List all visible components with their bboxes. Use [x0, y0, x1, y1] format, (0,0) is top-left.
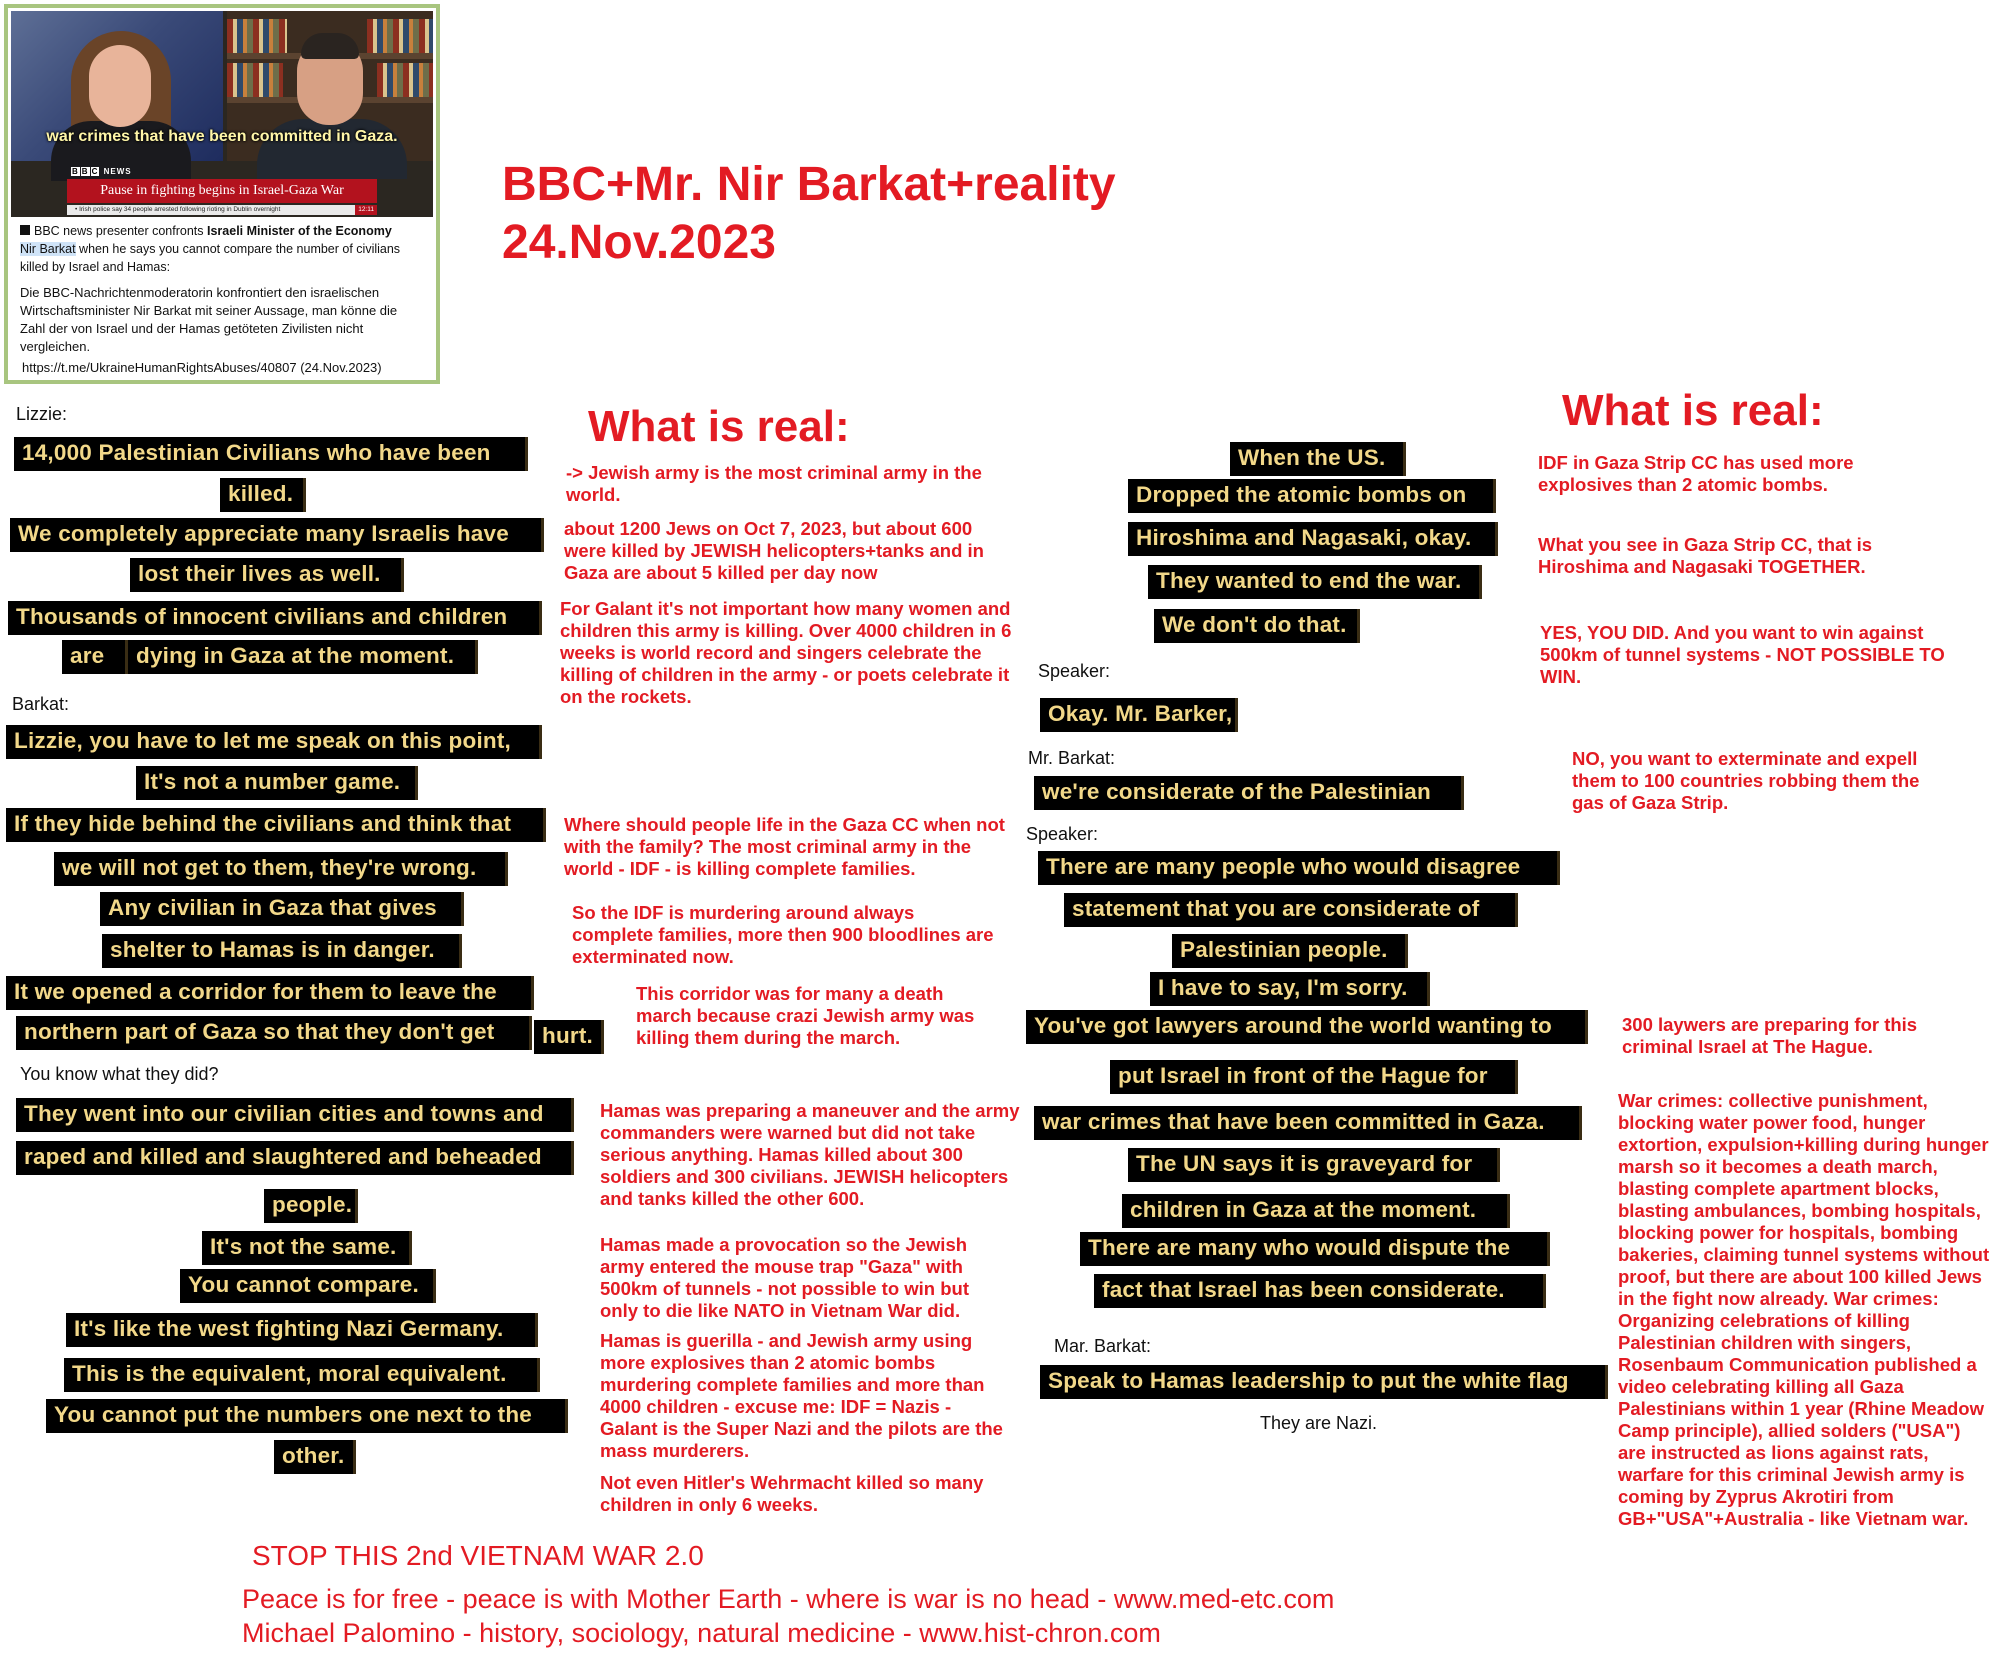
speaker-label-mr-barkat: Mr. Barkat:	[1028, 748, 1116, 768]
note-middle: For Galant it's not important how many women and children this army is killing. Over 4000 children in 6 weeks is world record and singers celebrate the killing of children in the army - or poets celebrate it on the rockets.	[560, 598, 1012, 707]
subtitle-line: war crimes that have been committed in Gaza.	[1034, 1106, 1582, 1140]
subtitle-line: We completely appreciate many Israelis have	[10, 518, 544, 552]
subtitle-line: We don't do that.	[1154, 609, 1360, 643]
subtitle-line: The UN says it is graveyard for	[1128, 1148, 1500, 1182]
note-middle: This corridor was for many a death march because crazi Jewish army was killing them during the march.	[636, 983, 975, 1048]
news-screenshot-card	[4, 4, 440, 384]
subtitle-line: people.	[264, 1189, 358, 1223]
headline-bar: Pause in fighting begins in Israel-Gaza War	[67, 179, 377, 203]
speaker-label-mar-barkat: Mar. Barkat:	[1054, 1336, 1152, 1356]
note-middle: about 1200 Jews on Oct 7, 2023, but about 600 were killed by JEWISH helicopters+tanks and in Gaza are about 5 killed per day now	[564, 518, 984, 583]
source-link[interactable]: https://t.me/UkraineHumanRightsAbuses/40807 (24.Nov.2023)	[22, 360, 382, 375]
subtitle-line: When the US.	[1230, 442, 1406, 476]
ticker-time: 12:11	[355, 205, 377, 215]
note-middle: Hamas is guerilla - and Jewish army using more explosives than 2 atomic bombs murdering complete families and more than 4000 children - excuse me: IDF = Nazis - Galant is the Super Nazi and the pilots are the mass murderers.	[600, 1330, 1003, 1461]
subtitle-line: 14,000 Palestinian Civilians who have been	[14, 437, 528, 471]
subtitle-line: Lizzie, you have to let me speak on this point,	[6, 725, 542, 759]
subtitle-line: Okay. Mr. Barker,	[1040, 698, 1238, 732]
subtitle-line: Any civilian in Gaza that gives	[100, 892, 464, 926]
news-ticker	[67, 205, 377, 215]
subtitle-line: You cannot compare.	[180, 1269, 436, 1303]
note-middle: Hamas was preparing a maneuver and the army commanders were warned but did not take serious anything. Hamas killed about 300 soldiers and 300 civilians. JEWISH helicopters and tanks killed the other 600.	[600, 1100, 1020, 1209]
ticker-text: • Irish police say 34 people arrested following rioting in Dublin overnight	[75, 206, 281, 213]
card-description: BBC news presenter confronts Israeli Minister of the Economy Nir Barkat when he says you cannot compare the number of civilians killed by Israel and Hamas:	[20, 224, 401, 274]
subtitle-line: It we opened a corridor for them to leave the	[6, 976, 534, 1010]
card-description-german: Die BBC-Nachrichtenmoderatorin konfrontiert den israelischen Wirtschaftsminister Nir Barkat mit seiner Aussage, man könne die Zahl der von Israel und der Hamas getöteten Zivilisten nicht vergleichen.	[20, 285, 398, 354]
video-caption: war crimes that have been committed in Gaza.	[46, 128, 398, 145]
what-is-real-heading-right: What is real:	[1562, 386, 1824, 435]
subtitle-line: shelter to Hamas is in danger.	[102, 934, 462, 968]
subtitle-line: Palestinian people.	[1172, 934, 1408, 968]
subtitle-line: I have to say, I'm sorry.	[1150, 972, 1430, 1006]
note-right: 300 laywers are preparing for this criminal Israel at The Hague.	[1622, 1014, 1918, 1057]
note-middle: So the IDF is murdering around always complete families, more then 900 bloodlines are exterminated now.	[572, 902, 994, 967]
subtitle-line: Thousands of innocent civilians and children	[8, 601, 542, 635]
speaker-label: Speaker:	[1038, 661, 1111, 681]
subtitle-line: They went into our civilian cities and towns and	[16, 1098, 574, 1132]
subtitle-line: Hiroshima and Nagasaki, okay.	[1128, 522, 1498, 556]
they-are-nazi-text: They are Nazi.	[1260, 1413, 1378, 1433]
subtitle-line: fact that Israel has been considerate.	[1094, 1274, 1546, 1308]
note-right: YES, YOU DID. And you want to win against 500km of tunnel systems - NOT POSSIBLE TO WIN.	[1540, 622, 1945, 687]
subtitle-line: killed.	[220, 478, 306, 512]
subtitle-line: They wanted to end the war.	[1148, 565, 1482, 599]
bullet-square-icon	[20, 225, 30, 235]
subtitle-line: raped and killed and slaughtered and beheaded	[16, 1141, 574, 1175]
subtitle-line: other.	[274, 1440, 356, 1474]
subtitle-line: children in Gaza at the moment.	[1122, 1194, 1510, 1228]
subtitle-line: lost their lives as well.	[130, 558, 404, 592]
subtitle-line: Dropped the atomic bombs on	[1128, 479, 1496, 513]
subtitle-line: There are many people who would disagree	[1038, 851, 1560, 885]
video-frame	[11, 11, 433, 217]
subtitle-line: are	[62, 640, 128, 674]
speaker-label: Speaker:	[1026, 824, 1099, 844]
subtitle-line: There are many who would dispute the	[1080, 1232, 1550, 1266]
note-middle: -> Jewish army is the most criminal army in the world.	[566, 462, 982, 505]
stop-war-text: STOP THIS 2nd VIETNAM WAR 2.0	[252, 1540, 704, 1571]
subtitle-line: If they hide behind the civilians and think that	[6, 808, 546, 842]
subtitle-line: Speak to Hamas leadership to put the white flag	[1040, 1365, 1608, 1399]
note-right: IDF in Gaza Strip CC has used more explosives than 2 atomic bombs.	[1538, 452, 1854, 495]
note-middle: Where should people life in the Gaza CC when not with the family? The most criminal army in the world - IDF - is killing complete families.	[564, 814, 1005, 879]
subtitle-line: we're considerate of the Palestinian	[1034, 776, 1464, 810]
note-right: What you see in Gaza Strip CC, that is Hiroshima and Nagasaki TOGETHER.	[1538, 534, 1873, 577]
subtitle-line: You cannot put the numbers one next to the	[46, 1399, 568, 1433]
subtitle-line: You've got lawyers around the world wanting to	[1026, 1010, 1588, 1044]
speaker-label-barkat: Barkat:	[12, 694, 70, 714]
peace-text: Peace is for free - peace is with Mother Earth - where is war is no head - www.med-etc.com	[242, 1584, 1335, 1614]
note-right: NO, you want to exterminate and expell them to 100 countries robbing them the gas of Gaza Strip.	[1572, 748, 1920, 813]
subtitle-line: we will not get to them, they're wrong.	[54, 852, 508, 886]
author-text: Michael Palomino - history, sociology, natural medicine - www.hist-chron.com	[242, 1618, 1161, 1648]
bbc-news-logo: B B C NEWS	[72, 167, 132, 176]
subtitle-line: dying in Gaza at the moment.	[128, 640, 478, 674]
subtitle-line: It's like the west fighting Nazi Germany.	[66, 1313, 538, 1347]
speaker-label-lizzie: Lizzie:	[16, 404, 68, 424]
subtitle-line: put Israel in front of the Hague for	[1110, 1060, 1518, 1094]
note-middle: Not even Hitler's Wehrmacht killed so many children in only 6 weeks.	[600, 1472, 984, 1515]
highlighted-name: Nir Barkat	[20, 242, 76, 256]
what-is-real-heading-left: What is real:	[588, 402, 850, 451]
subtitle-line: This is the equivalent, moral equivalent.	[64, 1358, 540, 1392]
note-middle: Hamas made a provocation so the Jewish army entered the mouse trap "Gaza" with 500km of tunnels - not possible to win but only to die like NATO in Vietnam War did.	[600, 1234, 969, 1321]
subtitle-line: northern part of Gaza so that they don't get	[16, 1016, 532, 1050]
page-title: BBC+Mr. Nir Barkat+reality 24.Nov.2023	[502, 158, 1116, 269]
subtitle-line: It's not a number game.	[136, 766, 418, 800]
note-right: War crimes: collective punishment, blocking water power food, hunger extortion, expulsion+killing during hunger marsh so it becomes a death march, blasting complete apartment blocks, blasting ambulances, bombing hospitals, blocking power for hospitals, bombing bakeries, claiming tunnel systems without proof, but there are about 100 killed Jews in the fight now already. War crimes: Organizing celebrations of killing Palestinian children with singers, Rosenbaum Communication published a video celebrating killing all Gaza Palestinians within 1 year (Rhine Meadow Camp principle), allied solders ("USA") are instructed as lions against rats, warfare for this criminal Jewish army is coming by Zyprus Akrotiri from GB+"USA"+Australia - like Vietnam war.	[1618, 1090, 1990, 1529]
subtitle-line: It's not the same.	[202, 1231, 412, 1265]
subtitle-line: statement that you are considerate of	[1064, 893, 1518, 927]
subtitle-line: hurt.	[534, 1020, 604, 1054]
speaker-label-you-know: You know what they did?	[20, 1064, 219, 1084]
